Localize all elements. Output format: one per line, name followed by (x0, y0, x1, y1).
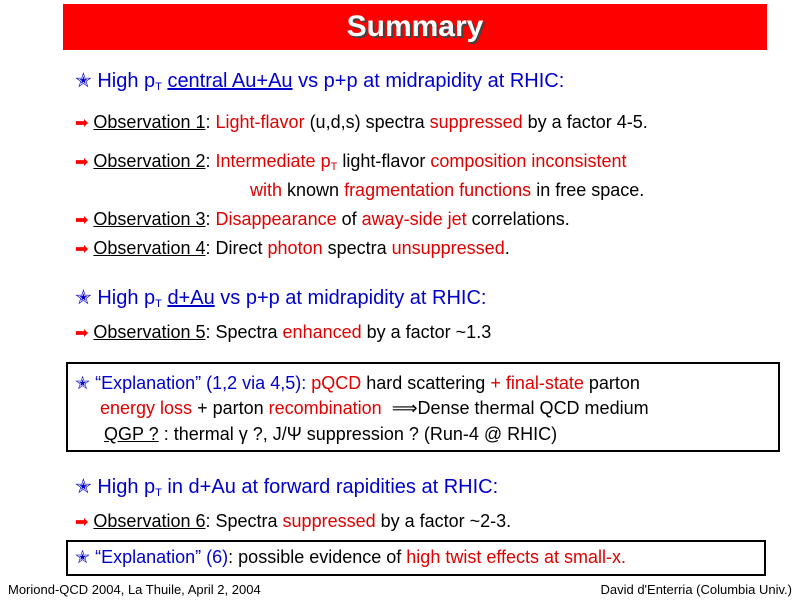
obs3-colon: : (205, 209, 211, 229)
right-arrow-icon: ➡ (75, 325, 89, 342)
expl1-l1a: “Explanation” (1,2 via 4,5): (95, 373, 307, 393)
observation-1 (75, 112, 648, 133)
obs5-t1: Spectra (210, 322, 283, 342)
section3-text-c: in d+Au at forward rapidities at RHIC: (161, 476, 499, 498)
explanation1-line2 (100, 398, 649, 419)
section2-heading (75, 285, 486, 310)
observation-4 (75, 238, 510, 259)
obs5-t3: by a factor ~1.3 (361, 322, 492, 342)
section1-heading (75, 68, 564, 93)
expl1-l3a: QGP ? (104, 424, 159, 444)
expl1-l1e: parton (583, 373, 640, 393)
star-icon: ✭ (75, 287, 92, 309)
footer-left: Moriond-QCD 2004, La Thuile, April 2, 2004 (8, 582, 261, 597)
obs6-label: Observation 6 (93, 511, 206, 531)
section2-text-a: High p (97, 287, 156, 309)
obs3-t1: Disappearance (215, 209, 337, 229)
obs4-label: Observation 4 (93, 238, 206, 258)
section1-text-b: central Au+Au (167, 70, 293, 92)
obs2-t1: Intermediate p (215, 151, 331, 171)
star-icon: ✭ (75, 373, 91, 393)
obs3-t3: away-side jet (361, 209, 467, 229)
explanation2-line (75, 547, 626, 568)
observation-2 (75, 151, 626, 173)
slide-title: Summary (346, 10, 484, 43)
section1-text-a: High p (97, 70, 156, 92)
expl2-b: : possible evidence of (228, 547, 407, 567)
section3-heading (75, 474, 498, 499)
title-bar (63, 4, 767, 50)
observation-2-line2 (250, 180, 644, 201)
right-arrow-icon: ➡ (75, 241, 89, 258)
obs1-t2: (u,d,s) spectra (304, 112, 430, 132)
obs2-l2a: with (250, 180, 283, 200)
section1-sub: T (155, 81, 162, 93)
star-icon: ✭ (75, 70, 92, 92)
expl1-l1b: pQCD (311, 373, 362, 393)
section3-text-a: High p (97, 476, 156, 498)
obs2-l2b: known (282, 180, 345, 200)
obs5-colon: : (205, 322, 211, 342)
explanation1-line1 (75, 373, 640, 394)
section3-sub: T (155, 487, 162, 499)
obs1-t4: by a factor 4-5. (522, 112, 648, 132)
observation-5 (75, 322, 491, 343)
obs3-t4: correlations. (466, 209, 570, 229)
obs2-sub: T (330, 161, 338, 173)
observation-6 (75, 511, 511, 532)
obs4-t2: photon (267, 238, 323, 258)
expl1-l1d: + final-state (490, 373, 584, 393)
obs5-t2: enhanced (282, 322, 362, 342)
obs3-label: Observation 3 (93, 209, 206, 229)
obs6-colon: : (205, 511, 211, 531)
obs6-t1: Spectra (210, 511, 283, 531)
obs4-t3: spectra (322, 238, 392, 258)
section1-text-c: vs p+p at midrapidity at RHIC: (292, 70, 565, 92)
obs4-t1: Direct (215, 238, 268, 258)
expl2-a: “Explanation” (6) (95, 547, 229, 567)
obs1-t1: Light-flavor (215, 112, 305, 132)
obs2-label: Observation 2 (93, 151, 206, 171)
obs4-t5: . (504, 238, 510, 258)
obs6-t3: by a factor ~2-3. (375, 511, 512, 531)
obs2-t3: composition inconsistent (430, 151, 627, 171)
star-icon: ✭ (75, 476, 92, 498)
obs2-t2: light-flavor (337, 151, 431, 171)
expl1-l2c: recombination (268, 398, 382, 418)
observation-3 (75, 209, 570, 230)
explanation1-line3 (104, 424, 557, 445)
expl1-l3b: : thermal γ ?, J/Ψ suppression ? (Run-4 @ RHIC) (158, 424, 558, 444)
obs5-label: Observation 5 (93, 322, 206, 342)
obs4-t4: unsuppressed (391, 238, 505, 258)
expl2-c: high twist effects at small-x. (406, 547, 627, 567)
expl1-l2b: + parton (192, 398, 269, 418)
obs1-t3: suppressed (429, 112, 523, 132)
section2-text-c: vs p+p at midrapidity at RHIC: (214, 287, 487, 309)
right-arrow-icon: ➡ (75, 514, 89, 531)
obs2-colon: : (205, 151, 211, 171)
section2-sub: T (155, 298, 162, 310)
expl1-l2a: energy loss (100, 398, 193, 418)
obs1-colon: : (205, 112, 211, 132)
section2-text-b: d+Au (167, 287, 215, 309)
obs2-l2d: in free space. (531, 180, 645, 200)
obs1-label: Observation 1 (93, 112, 206, 132)
expl1-l2d: ⟹Dense thermal QCD medium (391, 398, 649, 418)
footer-right: David d'Enterria (Columbia Univ.) (600, 582, 792, 597)
obs3-t2: of (336, 209, 362, 229)
obs6-t2: suppressed (282, 511, 376, 531)
obs4-colon: : (205, 238, 211, 258)
right-arrow-icon: ➡ (75, 154, 89, 171)
right-arrow-icon: ➡ (75, 115, 89, 132)
expl1-l1c: hard scattering (361, 373, 491, 393)
right-arrow-icon: ➡ (75, 212, 89, 229)
obs2-l2c: fragmentation functions (344, 180, 532, 200)
star-icon: ✭ (75, 547, 91, 567)
